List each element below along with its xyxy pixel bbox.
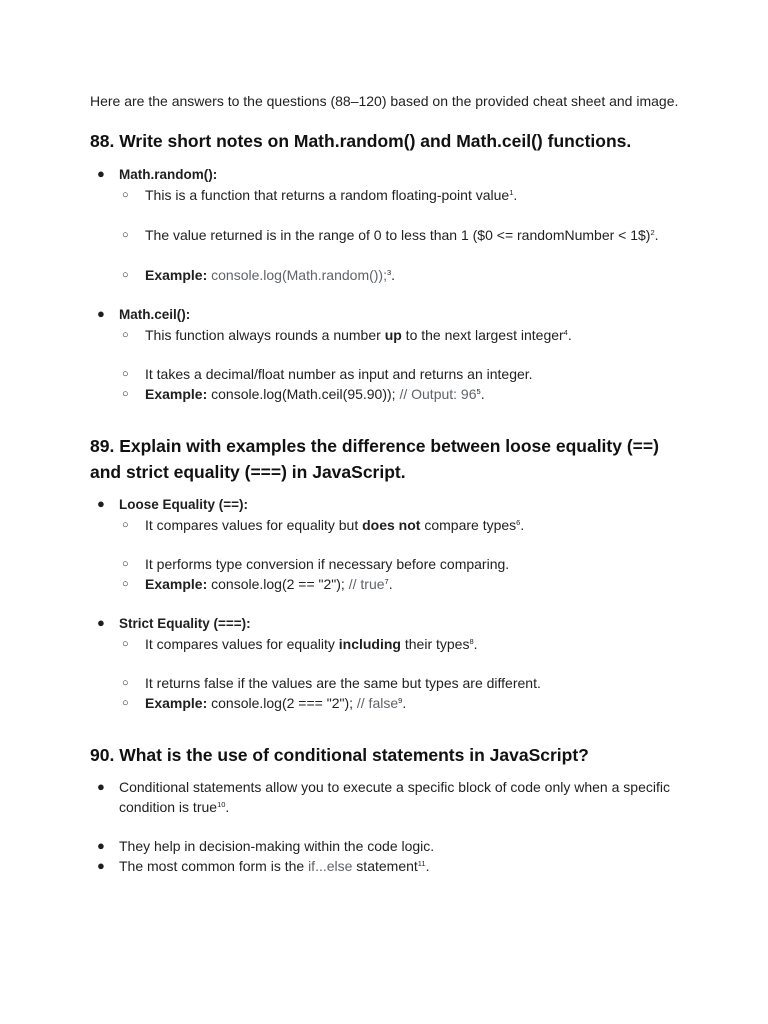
loose-equality-sublist (119, 515, 690, 594)
math-ceil-item (90, 304, 690, 404)
intro-text: Here are the answers to the questions (88–120) based on the provided cheat sheet and image. (90, 93, 679, 109)
list-item: ○ It returns false if the values are the same but types are different. (122, 675, 541, 691)
bullet-icon: ● (97, 779, 105, 794)
circle-bullet-icon: ○ (122, 189, 129, 201)
math-random-item (90, 164, 690, 285)
code-comment: // true (348, 576, 385, 592)
math-ceil-sublist (119, 325, 690, 404)
math-random-label: Math.random(): (119, 167, 218, 182)
document-body (90, 92, 690, 876)
circle-bullet-icon: ○ (122, 388, 129, 400)
question-90-list (90, 777, 690, 876)
footnote-ref[interactable]: 4 (563, 328, 568, 337)
circle-bullet-icon: ○ (122, 558, 129, 570)
list-item: ○ Example: console.log(2 === "2"); // false$^9$. (122, 695, 407, 711)
list-item: ○ Example: console.log(Math.random());$^3$. (122, 267, 396, 283)
footnote-ref[interactable]: 2 (650, 228, 655, 237)
loose-equality-label: Loose Equality (==): (119, 497, 249, 512)
code-snippet: console.log(Math.ceil(95.90)); (211, 386, 396, 402)
question-89-list (90, 494, 690, 713)
code-comment: // false (356, 695, 399, 711)
strict-equality-label: Strict Equality (===): (119, 616, 251, 631)
if-else-code: if...else (308, 858, 353, 874)
question-88-heading: 88. Write short notes on Math.random() and Math.ceil() functions. (90, 131, 632, 151)
code-comment: // Output: 96 (399, 386, 477, 402)
list-item: ○ It compares values for equality but does not compare types$^6$. (122, 517, 525, 533)
strict-equality-sublist (119, 634, 690, 713)
footnote-ref[interactable]: 8 (469, 637, 474, 646)
list-item: ○ The value returned is in the range of 0 to less than 1 ($0 <= randomNumber < 1$)$^2$. (122, 227, 659, 243)
circle-bullet-icon: ○ (122, 697, 129, 709)
math-random-sublist (119, 185, 690, 285)
bullet-icon: ● (97, 496, 105, 511)
list-item: ● The most common form is the if...else statement$^{11}$. (97, 858, 430, 874)
footnote-ref[interactable]: 11 (417, 859, 426, 868)
circle-bullet-icon: ○ (122, 578, 129, 590)
question-89-heading: 89. Explain with examples the difference between loose equality (==) and strict equality (===) in JavaScript. (90, 436, 659, 482)
circle-bullet-icon: ○ (122, 229, 129, 241)
circle-bullet-icon: ○ (122, 677, 129, 689)
footnote-ref[interactable]: 5 (476, 387, 481, 396)
list-item: ○ This is a function that returns a random floating-point value$^1$. (122, 187, 518, 203)
footnote-ref[interactable]: 10 (217, 800, 226, 809)
question-90-heading: 90. What is the use of conditional statements in JavaScript? (90, 745, 589, 765)
footnote-ref[interactable]: 7 (384, 577, 389, 586)
code-snippet: console.log(2 === "2"); (211, 695, 353, 711)
footnote-ref[interactable]: 3 (387, 268, 392, 277)
bullet-icon: ● (97, 615, 105, 630)
circle-bullet-icon: ○ (122, 519, 129, 531)
list-item: ○ It compares values for equality including their types$^8$. (122, 636, 478, 652)
list-item: ● Conditional statements allow you to execute a specific block of code only when a specific condition is true$^{10}$. (97, 779, 670, 815)
code-snippet: console.log(2 == "2"); (211, 576, 345, 592)
list-item: ● They help in decision-making within the code logic. (97, 838, 435, 854)
circle-bullet-icon: ○ (122, 368, 129, 380)
bullet-icon: ● (97, 166, 105, 181)
list-item: ○ Example: console.log(Math.ceil(95.90)); // Output: $96^5$. (122, 386, 485, 402)
list-item: ○ This function always rounds a number up to the next largest integer$^4$. (122, 327, 572, 343)
circle-bullet-icon: ○ (122, 269, 129, 281)
question-88-list (90, 164, 690, 404)
bullet-icon: ● (97, 838, 105, 853)
code-snippet: console.log(Math.random()); (211, 267, 387, 283)
footnote-ref[interactable]: 1 (509, 188, 514, 197)
circle-bullet-icon: ○ (122, 638, 129, 650)
loose-equality-item (90, 494, 690, 594)
strict-equality-item (90, 613, 690, 713)
bullet-icon: ● (97, 858, 105, 873)
math-ceil-label: Math.ceil(): (119, 307, 191, 322)
list-item: ○ Example: console.log(2 == "2"); // true$^7$. (122, 576, 393, 592)
bullet-icon: ● (97, 306, 105, 321)
circle-bullet-icon: ○ (122, 329, 129, 341)
footnote-ref[interactable]: 9 (398, 696, 403, 705)
list-item: ○ It takes a decimal/float number as input and returns an integer. (122, 366, 533, 382)
list-item: ○ It performs type conversion if necessary before comparing. (122, 556, 510, 572)
footnote-ref[interactable]: 6 (516, 518, 521, 527)
